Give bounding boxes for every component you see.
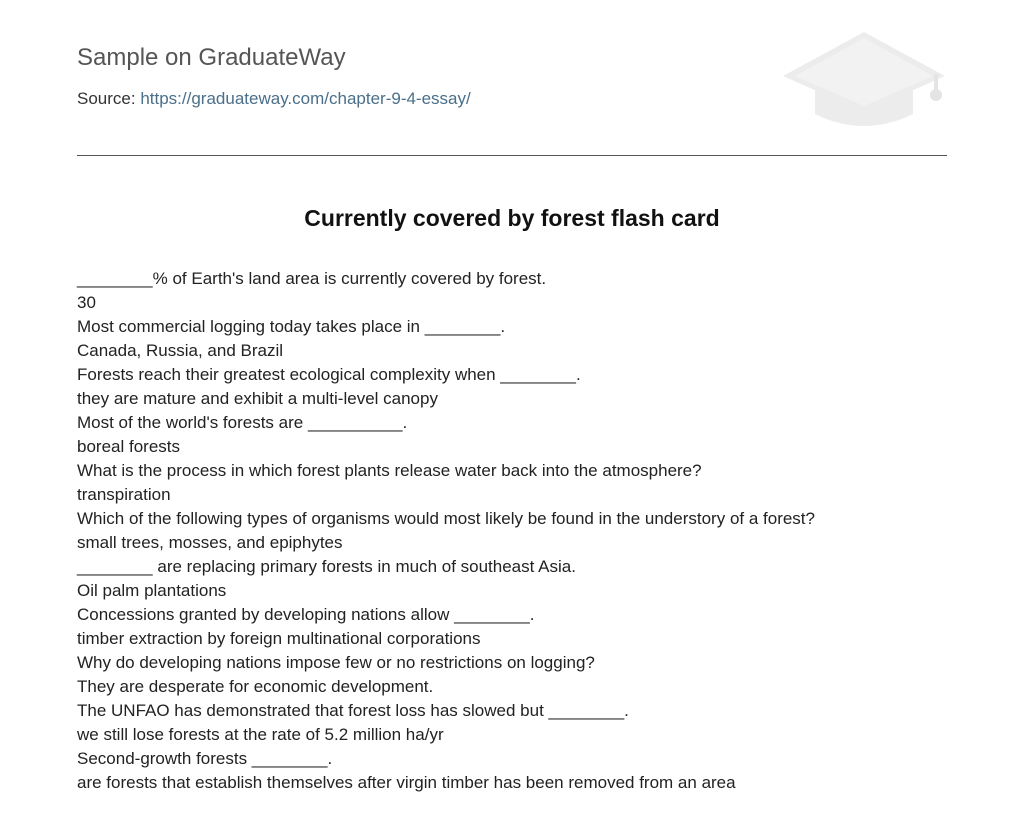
flash-card-answer: boreal forests xyxy=(77,437,180,456)
flash-card-question: Forests reach their greatest ecological complexity when ________. xyxy=(77,365,581,384)
flash-card-question: The UNFAO has demonstrated that forest loss has slowed but ________. xyxy=(77,701,629,720)
flash-card-answer: 30 xyxy=(77,293,96,312)
flash-card-answer: are forests that establish themselves after virgin timber has been removed from an area xyxy=(77,773,736,792)
flash-card-question: What is the process in which forest plants release water back into the atmosphere? xyxy=(77,461,702,480)
flash-card-answer: timber extraction by foreign multinational corporations xyxy=(77,629,481,648)
document-title: Currently covered by forest flash card xyxy=(304,205,720,231)
flash-card-question: Most commercial logging today takes place in ________. xyxy=(77,317,506,336)
graduation-cap-icon xyxy=(781,30,947,134)
flash-card-answer: Oil palm plantations xyxy=(77,581,227,600)
flash-card-answer: They are desperate for economic development. xyxy=(77,677,434,696)
source-label: Source: xyxy=(77,89,136,108)
flash-card-question: ________% of Earth's land area is currently covered by forest. xyxy=(77,269,547,288)
flash-card-question: Concessions granted by developing nations allow ________. xyxy=(77,605,535,624)
flash-card-question: Second-growth forests ________. xyxy=(77,749,333,768)
page-header xyxy=(77,0,947,156)
flash-card-question: ________ are replacing primary forests in much of southeast Asia. xyxy=(77,557,576,576)
flash-card-content xyxy=(77,267,977,795)
flash-card-question: Most of the world's forests are __________. xyxy=(77,413,408,432)
site-title: Sample on GraduateWay xyxy=(77,44,346,71)
flash-card-question: Which of the following types of organisms would most likely be found in the understory of a forest? xyxy=(77,509,815,528)
flash-card-answer: small trees, mosses, and epiphytes xyxy=(77,533,343,552)
header-divider xyxy=(77,155,947,156)
flash-card-answer: they are mature and exhibit a multi-level canopy xyxy=(77,389,438,408)
source-link[interactable]: https://graduateway.com/chapter-9-4-essay/ xyxy=(140,89,471,108)
source-line xyxy=(77,89,471,109)
flash-card-answer: we still lose forests at the rate of 5.2 million ha/yr xyxy=(77,725,444,744)
flash-card-question: Why do developing nations impose few or no restrictions on logging? xyxy=(77,653,595,672)
flash-card-answer: transpiration xyxy=(77,485,171,504)
flash-card-answer: Canada, Russia, and Brazil xyxy=(77,341,284,360)
